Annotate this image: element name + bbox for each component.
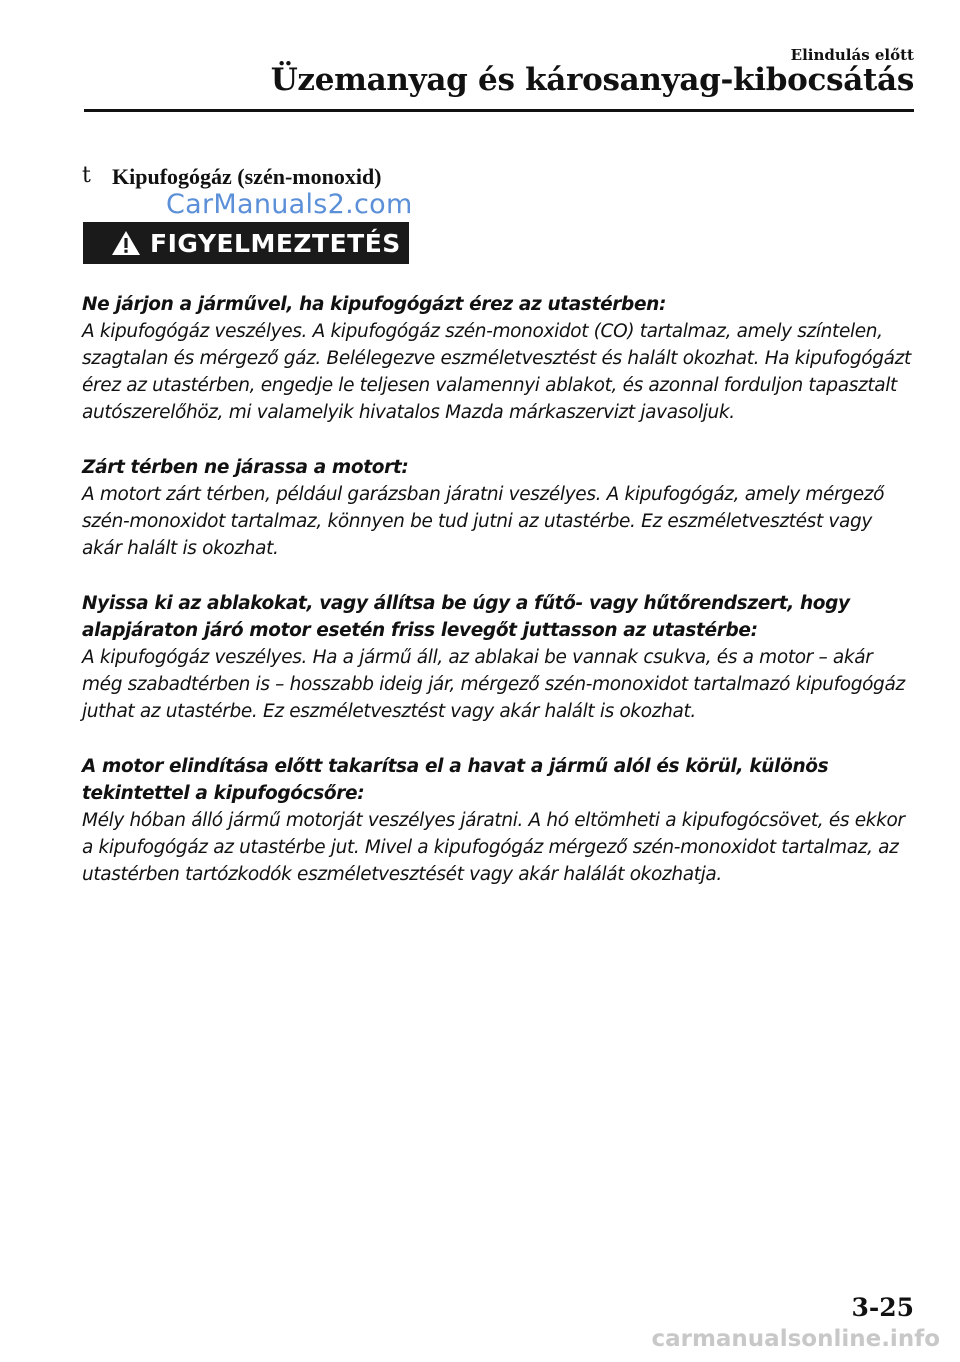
section-title: Kipufogógáz (szén-monoxid) [112,164,382,189]
warning-triangle-icon [111,230,141,256]
section-bullet-marker: t [82,163,91,188]
warning-block-heading: Nyissa ki az ablakokat, vagy állítsa be úgy a fűtő- vagy hűtőrendszert, hogy alapjáraton járó motor esetén friss levegőt juttasson az utastérbe: [82,593,850,641]
warning-block-heading: Zárt térben ne járassa a motort: [82,457,409,478]
watermark-footer: carmanualsonline.info [651,1326,940,1352]
warning-block [82,590,917,725]
warning-block-heading: A motor elindítása előtt takarítsa el a havat a jármű alól és körül, különös tekintettel a kipufogócsőre: [82,756,829,804]
warning-block-body: Mély hóban álló jármű motorját veszélyes járatni. A hó eltömheti a kipufogócsövet, és ekkor a kipufogógáz az utastérbe jut. Mivel a kipufogógáz mérgező szén-monoxidot tartalmaz, az utastérben tartózkodók eszméletvesztését vagy akár halálát okozhatja. [82,810,905,885]
warning-block [82,753,917,888]
running-header-title: Üzemanyag és károsanyag-kibocsátás [270,62,914,98]
warning-block-heading: Ne járjon a járművel, ha kipufogógázt érez az utastérben: [82,294,667,315]
warning-banner [83,222,409,264]
watermark-logo-top: CarManuals2.com [166,189,413,220]
warning-block [82,454,917,562]
warning-label: FIGYELMEZTETÉS [150,228,401,258]
warning-block-body: A motort zárt térben, például garázsban járatni veszélyes. A kipufogógáz, amely mérgező szén-monoxidot tartalmaz, könnyen be tud jutni az utastérbe. Ez eszméletvesztést vagy akár halált is okozhat. [82,484,885,559]
warning-block-body: A kipufogógáz veszélyes. A kipufogógáz szén-monoxidot (CO) tartalmaz, amely színtelen, szagtalan és mérgező gáz. Belélegezve eszméletvesztést és halált okozhat. Ha kipufogógázt érez az utastérben, engedje le teljesen valamennyi ablakot, és azonnal forduljon tapasztalt autószerelőhöz, mi valamelyik hivatalos Mazda márkaszervizt javasoljuk. [82,321,911,423]
header-divider [84,109,914,112]
page-number: 3-25 [851,1293,914,1322]
warning-content [82,291,917,916]
warning-block-body: A kipufogógáz veszélyes. Ha a jármű áll, az ablakai be vannak csukva, és a motor – akár még szabadtérben is – hosszabb ideig jár, mérgező szén-monoxidot tartalmazó kipufogógáz juthat az utastérbe. Ez eszméletvesztést vagy akár halált is okozhat. [82,647,905,722]
running-header-section: Elindulás előtt [790,46,914,64]
warning-block [82,291,917,426]
